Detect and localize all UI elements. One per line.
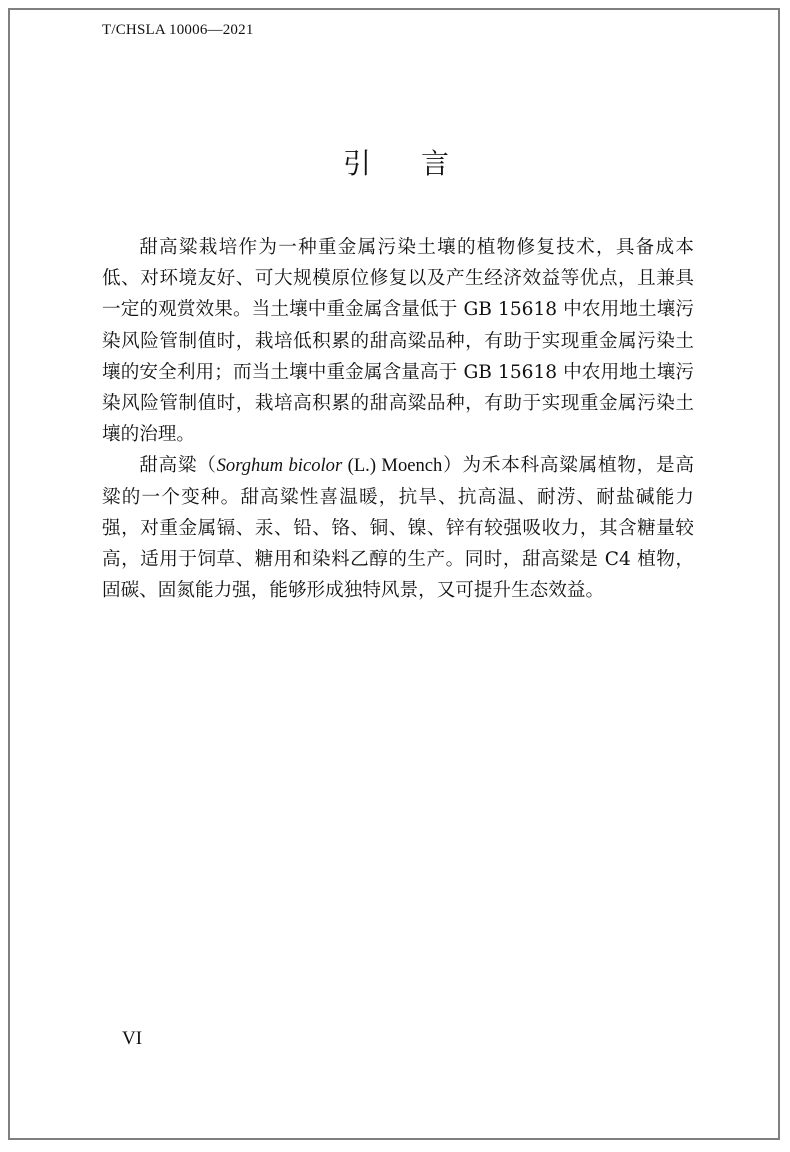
page-title [10,142,782,182]
standard-code: T/CHSLA 10006—2021 [102,22,254,38]
paragraph-1: 甜高粱栽培作为一种重金属污染土壤的植物修复技术，具备成本低、对环境友好、可大规模原位修复以及产生经济效益等优点，且兼具一定的观赏效果。当土壤中重金属含量低于 GB 15618 中农用地土壤污染风险管制值时，栽培低积累的甜高粱品种，有助于实现重金属污染土壤的安全利用；而当土壤中重金属含量高于 GB 15618 中农用地土壤污染风险管制值时，栽培高积累的甜高粱品种，有助于实现重金属污染土壤的治理。 [102,237,694,446]
title-char-1: 引 [342,147,371,180]
paragraph-2-before: 甜高粱（ [139,455,217,477]
paragraph-2 [102,450,694,606]
page-number: VI [122,1028,143,1049]
title-char-2: 言 [421,147,450,180]
document-page [8,8,780,1140]
species-author: (L.) Moench [342,455,443,477]
introduction-body [102,232,694,606]
paragraph-2-after: ）为禾本科高粱属植物，是高粱的一个变种。甜高粱性喜温暖，抗旱、抗高温、耐涝、耐盐碱能力强，对重金属镉、汞、铅、铬、铜、镍、锌有较强吸收力，其含糖量较高，适用于饲草、糖用和染料乙醇的生产。同时，甜高粱是 C4 植物，固碳、固氮能力强，能够形成独特风景，又可提升生态效益。 [102,455,694,602]
latin-species-name: Sorghum bicolor [216,455,343,477]
